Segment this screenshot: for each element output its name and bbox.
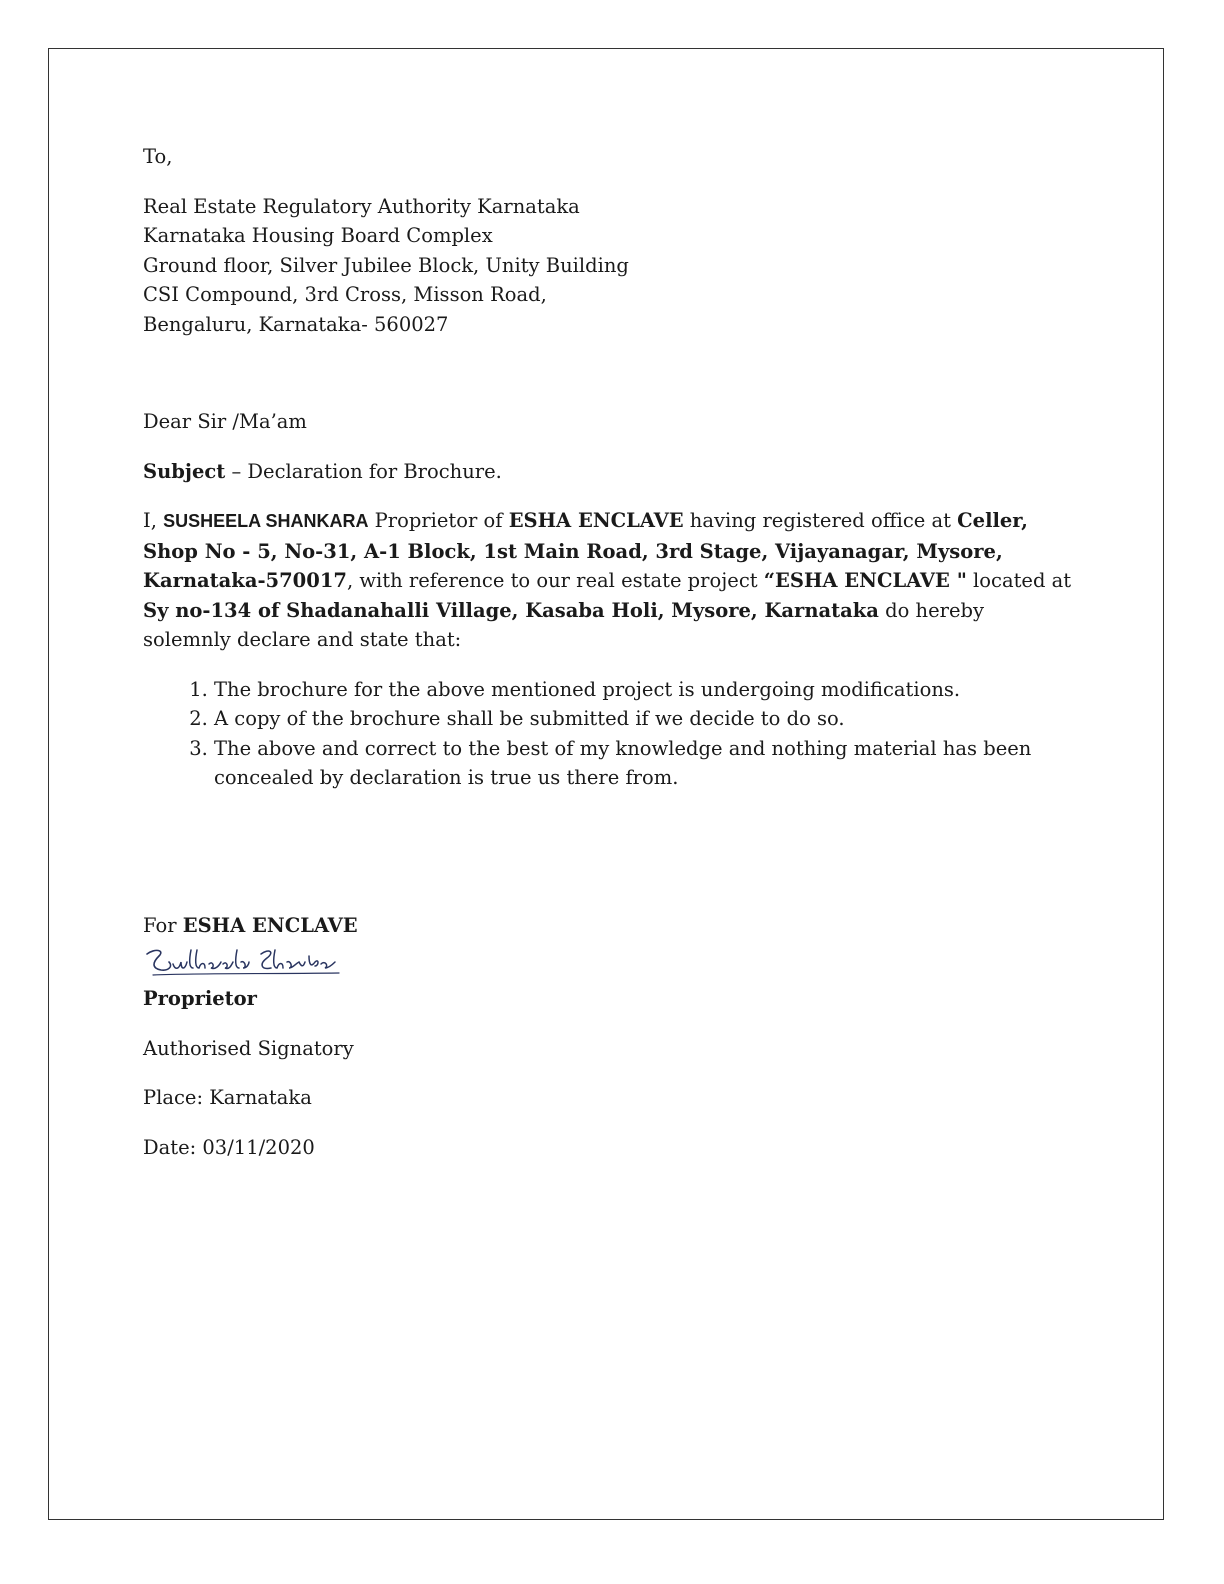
declaration-item: 2. A copy of the brochure shall be submitted if we decide to do so.: [214, 704, 1073, 734]
body-text: located at: [966, 569, 1072, 592]
recipient-address: [143, 192, 1073, 340]
salutation: Dear Sir /Ma’am: [143, 410, 307, 433]
declaration-item: 1. The brochure for the above mentioned project is undergoing modifications.: [214, 675, 1073, 705]
signature-image: [143, 942, 343, 980]
subject-label: Subject: [143, 459, 226, 483]
office-address: Celler, Shop No - 5, No-31, A-1 Block, 1st Main Road, 3rd Stage, Vijayanagar, Mysore, Karnataka-570017: [143, 509, 1028, 592]
recipient-to: To,: [143, 145, 173, 168]
subject-text: – Declaration for Brochure.: [225, 459, 502, 483]
subject-line: [143, 457, 1073, 487]
project-location: Sy no-134 of Shadanahalli Village, Kasaba Holi, Mysore, Karnataka: [143, 598, 879, 622]
signatory-title-text: Proprietor: [143, 987, 257, 1010]
address-line: Bengaluru, Karnataka- 560027: [143, 312, 449, 336]
body-text: , with reference to our real estate project: [346, 569, 764, 592]
body-text: I,: [143, 509, 164, 532]
for-company-line: [143, 911, 1073, 941]
body-text: having registered office at: [683, 509, 958, 532]
body-text: do hereby solemnly declare and state that:: [143, 598, 985, 651]
signatory-title: [143, 984, 1073, 1014]
address-line: Karnataka Housing Board Complex: [143, 224, 493, 247]
authorised-signatory: Authorised Signatory: [143, 1036, 354, 1060]
declaration-item: 3. The above and correct to the best of my knowledge and nothing material has been concealed by declaration is true us there from.: [214, 734, 1073, 793]
address-line: Real Estate Regulatory Authority Karnataka: [143, 194, 580, 218]
for-company: ESHA ENCLAVE: [182, 913, 358, 937]
date-line: Date: 03/11/2020: [143, 1135, 315, 1159]
address-line: CSI Compound, 3rd Cross, Misson Road,: [143, 283, 547, 306]
declaration-list: [143, 675, 1073, 793]
address-line: Ground floor, Silver Jubilee Block, Unity Building: [143, 253, 629, 277]
body-text: Proprietor of: [368, 509, 509, 532]
letter-content: [143, 142, 1073, 1162]
place-line: Place: Karnataka: [143, 1086, 312, 1109]
for-prefix: For: [143, 913, 183, 937]
declaration-paragraph: [143, 506, 1073, 655]
company-name: ESHA ENCLAVE: [508, 509, 684, 532]
project-name: “ESHA ENCLAVE ": [763, 569, 967, 592]
proprietor-name: SUSHEELA SHANKARA: [163, 511, 369, 531]
